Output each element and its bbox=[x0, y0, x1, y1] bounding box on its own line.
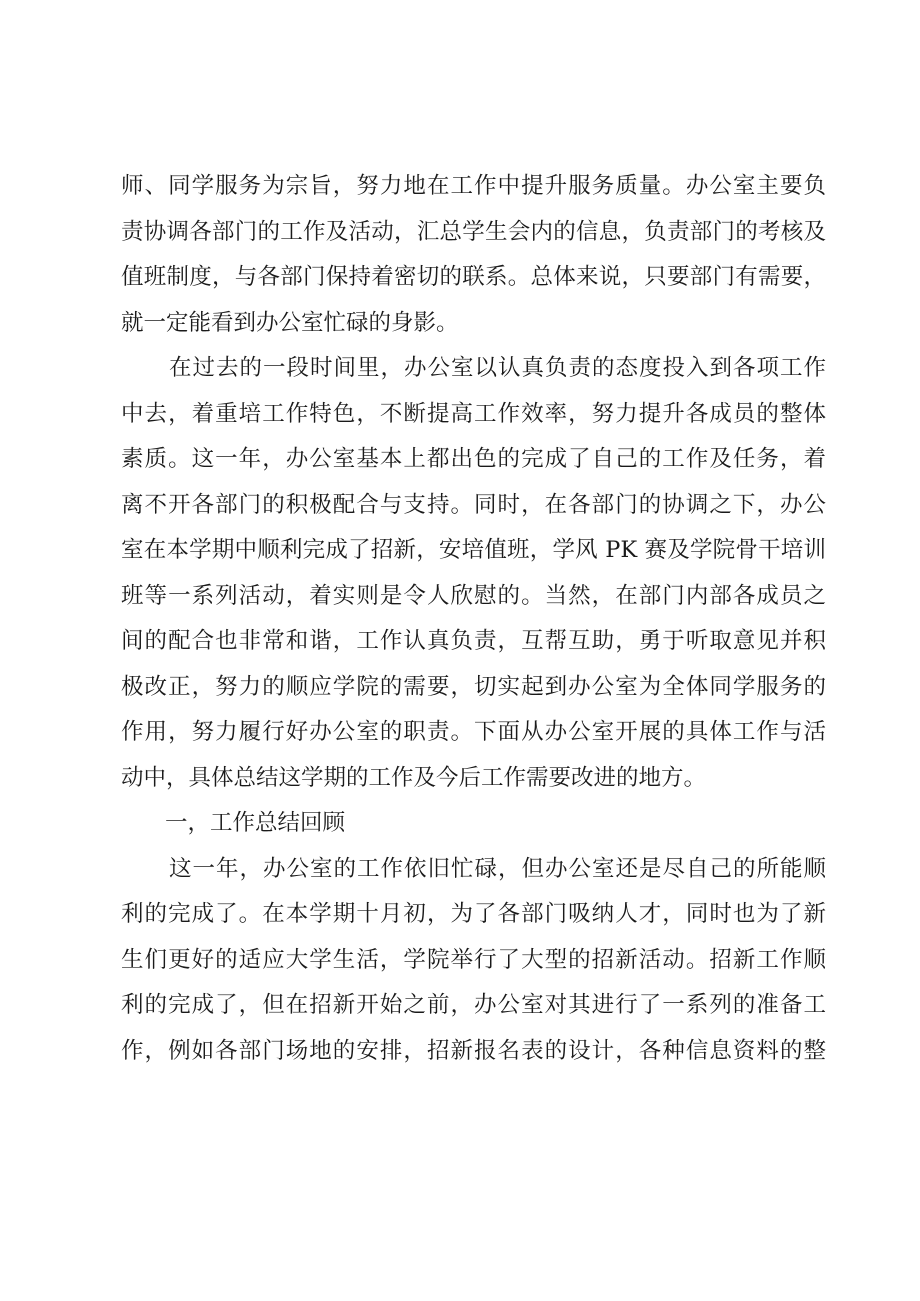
text-line: 间的配合也非常和谐，工作认真负责，互帮互助，勇于听取意见并积 bbox=[121, 628, 826, 654]
text-line: 在过去的一段时间里，办公室以认真负责的态度投入到各项工作 bbox=[169, 355, 826, 381]
text-line: 责协调各部门的工作及活动，汇总学生会内的信息，负责部门的考核及 bbox=[121, 218, 826, 245]
text-line: 离不开各部门的积极配合与支持。同时，在各部门的协调之下，办公 bbox=[121, 491, 826, 518]
text-line: 素质。这一年，办公室基本上都出色的完成了自己的工作及任务，着 bbox=[121, 446, 826, 472]
text-line: 就一定能看到办公室忙碌的身影。 bbox=[121, 309, 459, 336]
paragraph bbox=[121, 847, 826, 1075]
text-line: 室在本学期中顺利完成了招新，安培值班，学风 PK 赛及学院骨干培训 bbox=[121, 537, 826, 563]
document-body bbox=[121, 164, 826, 1074]
text-line: 师、同学服务为宗旨，努力地在工作中提升服务质量。办公室主要负 bbox=[121, 173, 826, 199]
text-line: 值班制度，与各部门保持着密切的联系。总体来说，只要部门有需要， bbox=[121, 264, 826, 290]
text-line: 作，例如各部门场地的安排，招新报名表的设计，各种信息资料的整 bbox=[121, 1037, 826, 1064]
text-line: 动中，具体总结这学期的工作及今后工作需要改进的地方。 bbox=[121, 764, 707, 791]
text-line: 中去，着重培工作特色，不断提高工作效率，努力提升各成员的整体 bbox=[121, 400, 826, 427]
text-line: 这一年，办公室的工作依旧忙碌，但办公室还是尽自己的所能顺 bbox=[169, 855, 826, 882]
text-line: 班等一系列活动，着实则是令人欣慰的。当然，在部门内部各成员之 bbox=[121, 582, 826, 609]
paragraph bbox=[121, 346, 826, 801]
section-heading-text: 一，工作总结回顾 bbox=[165, 810, 346, 836]
text-line: 利的完成了。在本学期十月初，为了各部门吸纳人才，同时也为了新 bbox=[121, 901, 826, 927]
text-line: 作用，努力履行好办公室的职责。下面从办公室开展的具体工作与活 bbox=[121, 719, 826, 745]
text-line: 利的完成了，但在招新开始之前，办公室对其进行了一系列的准备工 bbox=[121, 992, 826, 1018]
text-line: 生们更好的适应大学生活，学院举行了大型的招新活动。招新工作顺 bbox=[121, 946, 826, 973]
paragraph bbox=[121, 164, 826, 346]
section-heading bbox=[121, 801, 826, 847]
text-line: 极改正，努力的顺应学院的需要，切实起到办公室为全体同学服务的 bbox=[121, 673, 826, 700]
